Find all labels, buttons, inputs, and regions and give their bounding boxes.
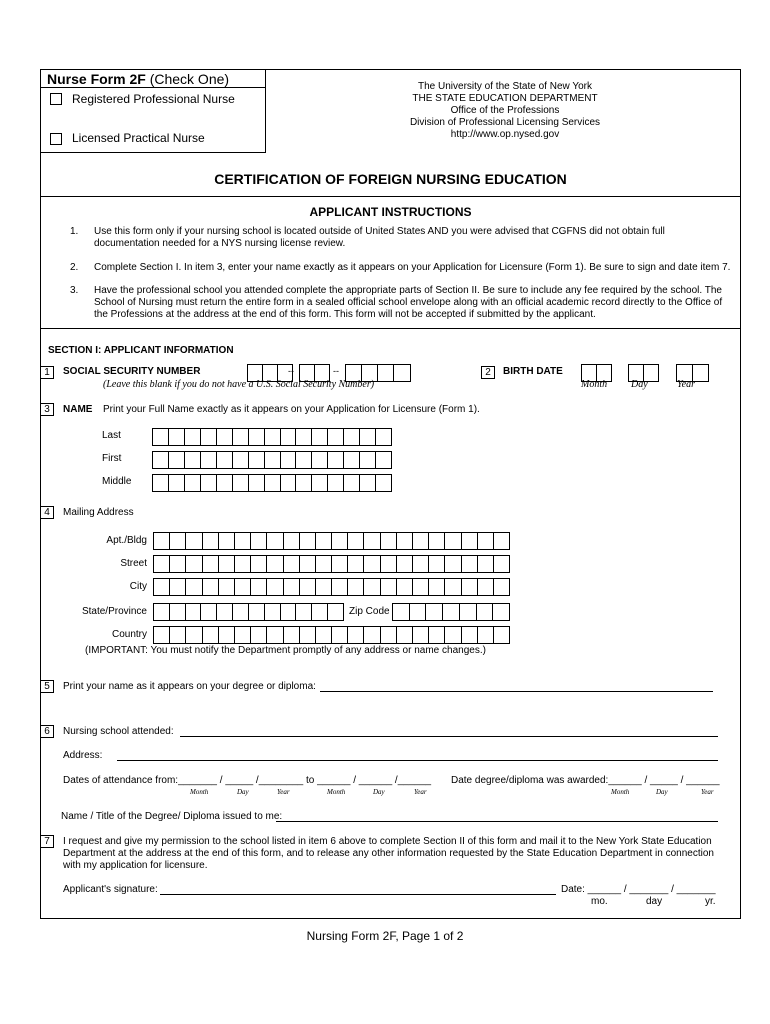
- street-input[interactable]: [153, 555, 510, 573]
- birth-day-caption: Day: [631, 379, 648, 390]
- signature-label: Applicant's signature:: [63, 884, 158, 895]
- char-cell[interactable]: [201, 604, 217, 620]
- char-cell[interactable]: [217, 604, 233, 620]
- char-cell[interactable]: [381, 579, 397, 595]
- char-cell[interactable]: [281, 475, 297, 491]
- awarded-day-caption: Day: [656, 788, 668, 796]
- char-cell[interactable]: [348, 579, 364, 595]
- signature-month-caption: mo.: [591, 896, 608, 907]
- char-cell[interactable]: [300, 627, 316, 643]
- school-address-input[interactable]: [117, 760, 718, 761]
- to-year-caption: Year: [414, 788, 427, 796]
- char-cell[interactable]: [376, 429, 391, 445]
- signature-year-caption: yr.: [705, 896, 716, 907]
- signature-date-field[interactable]: Date: ______ / _______ / _______: [561, 884, 716, 895]
- instruction-3-line-2: School of Nursing must return the entire form in a sealed official school envelope along with an official academic record directly to the Office of: [94, 297, 723, 308]
- birth-month-caption: Month: [581, 379, 608, 390]
- char-cell[interactable]: [493, 604, 509, 620]
- char-cell[interactable]: [397, 556, 413, 572]
- zip-code-label: Zip Code: [349, 606, 390, 617]
- city-label: City: [129, 581, 147, 592]
- char-cell[interactable]: [170, 627, 186, 643]
- char-cell[interactable]: [170, 533, 186, 549]
- char-cell[interactable]: [494, 627, 509, 643]
- char-cell[interactable]: [267, 556, 283, 572]
- char-cell[interactable]: [429, 627, 445, 643]
- lpn-label: Licensed Practical Nurse: [72, 131, 205, 145]
- instruction-number-1: 1.: [70, 226, 79, 237]
- char-cell[interactable]: [312, 452, 328, 468]
- char-cell[interactable]: [328, 475, 344, 491]
- last-name-input[interactable]: [152, 428, 392, 446]
- char-cell[interactable]: [443, 604, 460, 620]
- char-cell[interactable]: [170, 604, 186, 620]
- char-cell[interactable]: [445, 579, 461, 595]
- char-cell[interactable]: [445, 627, 461, 643]
- char-cell[interactable]: [364, 579, 380, 595]
- instruction-1-line-2: documentation needed for a NYS nursing license review.: [94, 238, 346, 249]
- char-cell[interactable]: [376, 475, 391, 491]
- item-number-3: 3: [40, 403, 54, 416]
- char-cell[interactable]: [235, 556, 251, 572]
- signature-day-caption: day: [646, 896, 663, 907]
- street-label: Street: [120, 558, 147, 569]
- char-cell[interactable]: [348, 556, 364, 572]
- birth-year-caption: Year: [677, 379, 695, 390]
- char-cell[interactable]: [201, 475, 217, 491]
- name-instruction: Print your Full Name exactly as it appears on your Application for Licensure (Form 1).: [103, 404, 480, 415]
- char-cell[interactable]: [233, 475, 249, 491]
- char-cell[interactable]: [265, 452, 281, 468]
- char-cell[interactable]: [378, 365, 394, 381]
- char-cell[interactable]: [185, 429, 201, 445]
- char-cell[interactable]: [284, 579, 300, 595]
- check-one-divider: [40, 87, 266, 88]
- zip-code-input[interactable]: [392, 603, 510, 621]
- first-name-input[interactable]: [152, 451, 392, 469]
- country-label: Country: [111, 629, 147, 640]
- char-cell[interactable]: [154, 533, 170, 549]
- instruction-number-2: 2.: [70, 262, 79, 273]
- char-cell[interactable]: [201, 452, 217, 468]
- from-month-caption: Month: [190, 788, 209, 796]
- char-cell[interactable]: [300, 556, 316, 572]
- char-cell[interactable]: [153, 475, 169, 491]
- char-cell[interactable]: [429, 556, 445, 572]
- char-cell[interactable]: [251, 627, 267, 643]
- char-cell[interactable]: [281, 429, 297, 445]
- char-cell[interactable]: [296, 604, 312, 620]
- agency-line-division: Division of Professional Licensing Services: [409, 117, 601, 128]
- degree-awarded-date-field[interactable]: Date degree/diploma was awarded:______ / _____ / ______: [451, 775, 720, 786]
- char-cell[interactable]: [332, 533, 348, 549]
- char-cell[interactable]: [153, 452, 169, 468]
- char-cell[interactable]: [201, 429, 217, 445]
- char-cell[interactable]: [284, 533, 300, 549]
- char-cell[interactable]: [284, 556, 300, 572]
- char-cell[interactable]: [251, 533, 267, 549]
- char-cell[interactable]: [265, 429, 281, 445]
- from-day-caption: Day: [237, 788, 249, 796]
- char-cell[interactable]: [397, 579, 413, 595]
- agency-website-link[interactable]: http://www.op.nysed.gov: [450, 129, 560, 140]
- char-cell[interactable]: [332, 556, 348, 572]
- char-cell[interactable]: [249, 475, 265, 491]
- first-name-label: First: [102, 453, 122, 464]
- char-cell[interactable]: [235, 533, 251, 549]
- char-cell[interactable]: [233, 604, 249, 620]
- char-cell[interactable]: [233, 452, 249, 468]
- awarded-month-caption: Month: [611, 788, 630, 796]
- char-cell[interactable]: [265, 475, 281, 491]
- char-cell[interactable]: [360, 429, 376, 445]
- char-cell[interactable]: [219, 556, 235, 572]
- awarded-year-caption: Year: [701, 788, 714, 796]
- char-cell[interactable]: [186, 579, 202, 595]
- char-cell[interactable]: [251, 579, 267, 595]
- char-cell[interactable]: [344, 475, 360, 491]
- char-cell[interactable]: [251, 556, 267, 572]
- ssn-dash-2: --: [333, 366, 339, 376]
- char-cell[interactable]: [494, 579, 509, 595]
- char-cell[interactable]: [413, 627, 429, 643]
- char-cell[interactable]: [284, 627, 300, 643]
- last-name-label: Last: [102, 430, 121, 441]
- char-cell[interactable]: [169, 429, 185, 445]
- permission-line-1: I request and give my permission to the school listed in item 6 above to complete Section II of this form and mail it to the New York State Education: [63, 836, 712, 847]
- char-cell[interactable]: [316, 556, 332, 572]
- char-cell[interactable]: [445, 556, 461, 572]
- instructions-divider: [40, 328, 741, 329]
- page-title: CERTIFICATION OF FOREIGN NURSING EDUCATION: [214, 171, 567, 187]
- char-cell[interactable]: [360, 452, 376, 468]
- char-cell[interactable]: [203, 533, 219, 549]
- char-cell[interactable]: [235, 579, 251, 595]
- form-title: Nurse Form 2F (Check One): [47, 71, 230, 87]
- char-cell[interactable]: [281, 604, 297, 620]
- instruction-1-line-1: Use this form only if your nursing school is located outside of United States AND you were advised that CGFNS did not obtain full: [94, 226, 665, 237]
- degree-title-input[interactable]: [276, 821, 718, 822]
- nursing-school-input[interactable]: [180, 736, 718, 737]
- char-cell[interactable]: [413, 579, 429, 595]
- mailing-address-label: Mailing Address: [63, 507, 134, 518]
- char-cell[interactable]: [397, 627, 413, 643]
- char-cell[interactable]: [328, 604, 343, 620]
- char-cell[interactable]: [154, 556, 170, 572]
- to-month-caption: Month: [327, 788, 346, 796]
- ssn-note: (Leave this blank if you do not have a U.S. Social Security Number): [103, 379, 375, 390]
- char-cell[interactable]: [219, 533, 235, 549]
- char-cell[interactable]: [219, 627, 235, 643]
- char-cell[interactable]: [186, 604, 202, 620]
- nursing-school-label: Nursing school attended:: [63, 726, 174, 737]
- char-cell[interactable]: [185, 475, 201, 491]
- title-divider: [40, 196, 741, 197]
- item-number-1: 1: [40, 366, 54, 379]
- agency-line-university: The University of the State of New York: [418, 81, 592, 92]
- char-cell[interactable]: [153, 429, 169, 445]
- middle-name-label: Middle: [102, 476, 132, 487]
- diploma-name-input[interactable]: [320, 691, 713, 692]
- char-cell[interactable]: [381, 556, 397, 572]
- instruction-number-3: 3.: [70, 285, 79, 296]
- char-cell[interactable]: [462, 627, 478, 643]
- char-cell[interactable]: [300, 579, 316, 595]
- char-cell[interactable]: [219, 579, 235, 595]
- char-cell[interactable]: [429, 579, 445, 595]
- char-cell[interactable]: [460, 604, 477, 620]
- ssn-label: SOCIAL SECURITY NUMBER: [63, 366, 201, 377]
- char-cell[interactable]: [169, 452, 185, 468]
- section-1-heading: SECTION I: APPLICANT INFORMATION: [48, 345, 234, 356]
- char-cell[interactable]: [186, 533, 202, 549]
- char-cell[interactable]: [233, 429, 249, 445]
- char-cell[interactable]: [312, 429, 328, 445]
- char-cell[interactable]: [316, 533, 332, 549]
- attendance-dates-field[interactable]: Dates of attendance from:_______ / _____ /________ to ______ / ______ /______: [63, 775, 432, 786]
- school-address-label: Address:: [63, 750, 103, 761]
- item-number-7: 7: [40, 835, 54, 848]
- agency-line-department: THE STATE EDUCATION DEPARTMENT: [412, 93, 598, 104]
- char-cell[interactable]: [364, 556, 380, 572]
- char-cell[interactable]: [267, 533, 283, 549]
- permission-line-2: Department at the address at the end of this form, and to release any other information requested by the State Education Department in connection: [63, 848, 714, 859]
- char-cell[interactable]: [235, 627, 251, 643]
- char-cell[interactable]: [348, 533, 364, 549]
- char-cell[interactable]: [296, 429, 312, 445]
- lpn-checkbox[interactable]: [50, 133, 62, 145]
- char-cell[interactable]: [462, 533, 478, 549]
- char-cell[interactable]: [332, 627, 348, 643]
- char-cell[interactable]: [316, 579, 332, 595]
- country-input[interactable]: [153, 626, 510, 644]
- char-cell[interactable]: [281, 452, 297, 468]
- item-number-6: 6: [40, 725, 54, 738]
- char-cell[interactable]: [265, 604, 281, 620]
- char-cell[interactable]: [186, 556, 202, 572]
- state-province-input[interactable]: [153, 603, 344, 621]
- char-cell[interactable]: [413, 556, 429, 572]
- char-cell[interactable]: [296, 475, 312, 491]
- char-cell[interactable]: [344, 452, 360, 468]
- item-number-5: 5: [40, 680, 54, 693]
- to-day-caption: Day: [373, 788, 385, 796]
- address-change-notice: (IMPORTANT: You must notify the Department promptly of any address or name changes.): [85, 645, 486, 656]
- state-province-label: State/Province: [81, 606, 147, 617]
- char-cell[interactable]: [170, 556, 186, 572]
- page-footer: Nursing Form 2F, Page 1 of 2: [306, 929, 464, 943]
- rn-label: Registered Professional Nurse: [72, 92, 235, 106]
- char-cell[interactable]: [249, 452, 265, 468]
- diploma-name-label: Print your name as it appears on your degree or diploma:: [63, 681, 316, 692]
- rn-checkbox[interactable]: [50, 93, 62, 105]
- char-cell[interactable]: [328, 429, 344, 445]
- char-cell[interactable]: [154, 627, 170, 643]
- char-cell[interactable]: [170, 579, 186, 595]
- char-cell[interactable]: [478, 556, 494, 572]
- char-cell[interactable]: [332, 579, 348, 595]
- char-cell[interactable]: [376, 452, 391, 468]
- char-cell[interactable]: [312, 604, 328, 620]
- char-cell[interactable]: [344, 429, 360, 445]
- char-cell[interactable]: [154, 604, 170, 620]
- char-cell[interactable]: [267, 627, 283, 643]
- instruction-3-line-3: the Professions at the address at the end of this form. This form will not be accepted if submitted by the applicant.: [94, 309, 596, 320]
- signature-input[interactable]: [160, 894, 556, 895]
- instruction-3-line-1: Have the professional school you attended complete the appropriate parts of Section II. Be sure to include any fee required by the school. The: [94, 285, 722, 296]
- char-cell[interactable]: [348, 627, 364, 643]
- char-cell[interactable]: [693, 365, 708, 381]
- char-cell[interactable]: [360, 475, 376, 491]
- char-cell[interactable]: [203, 556, 219, 572]
- item-number-4: 4: [40, 506, 54, 519]
- ssn-dash-1: --: [288, 366, 294, 376]
- char-cell[interactable]: [186, 627, 202, 643]
- char-cell[interactable]: [413, 533, 429, 549]
- char-cell[interactable]: [316, 627, 332, 643]
- birth-date-label: BIRTH DATE: [503, 366, 563, 377]
- char-cell[interactable]: [203, 627, 219, 643]
- char-cell[interactable]: [169, 475, 185, 491]
- char-cell[interactable]: [296, 452, 312, 468]
- from-year-caption: Year: [277, 788, 290, 796]
- char-cell[interactable]: [394, 365, 410, 381]
- item-number-2: 2: [481, 366, 495, 379]
- char-cell[interactable]: [381, 533, 397, 549]
- char-cell[interactable]: [364, 533, 380, 549]
- middle-name-input[interactable]: [152, 474, 392, 492]
- char-cell[interactable]: [154, 579, 170, 595]
- apt-bldg-input[interactable]: [153, 532, 510, 550]
- char-cell[interactable]: [203, 579, 219, 595]
- permission-line-3: with my application for licensure.: [63, 860, 208, 871]
- char-cell[interactable]: [185, 452, 201, 468]
- char-cell[interactable]: [478, 533, 494, 549]
- instructions-heading: APPLICANT INSTRUCTIONS: [309, 205, 472, 219]
- name-label: NAME: [63, 404, 93, 415]
- char-cell[interactable]: [217, 429, 233, 445]
- char-cell[interactable]: [494, 556, 509, 572]
- degree-title-label: Name / Title of the Degree/ Diploma issued to me:: [61, 811, 283, 822]
- instruction-2-line-1: Complete Section I. In item 3, enter your name exactly as it appears on your Application for Licensure (Form 1). Be sure to sign and date item 7.: [94, 262, 731, 273]
- char-cell[interactable]: [267, 579, 283, 595]
- char-cell[interactable]: [477, 604, 494, 620]
- char-cell[interactable]: [393, 604, 410, 620]
- char-cell[interactable]: [445, 533, 461, 549]
- char-cell[interactable]: [300, 533, 316, 549]
- char-cell[interactable]: [217, 475, 233, 491]
- agency-block: [380, 81, 630, 141]
- city-input[interactable]: [153, 578, 510, 596]
- char-cell[interactable]: [249, 604, 265, 620]
- char-cell[interactable]: [429, 533, 445, 549]
- char-cell[interactable]: [397, 533, 413, 549]
- char-cell[interactable]: [478, 627, 494, 643]
- char-cell[interactable]: [462, 556, 478, 572]
- char-cell[interactable]: [478, 579, 494, 595]
- apt-bldg-label: Apt./Bldg: [106, 535, 147, 546]
- char-cell[interactable]: [312, 475, 328, 491]
- char-cell[interactable]: [381, 627, 397, 643]
- char-cell[interactable]: [462, 579, 478, 595]
- char-cell[interactable]: [217, 452, 233, 468]
- char-cell[interactable]: [494, 533, 509, 549]
- char-cell[interactable]: [426, 604, 443, 620]
- char-cell[interactable]: [328, 452, 344, 468]
- agency-line-office: Office of the Professions: [450, 105, 560, 116]
- char-cell[interactable]: [410, 604, 427, 620]
- char-cell[interactable]: [249, 429, 265, 445]
- char-cell[interactable]: [364, 627, 380, 643]
